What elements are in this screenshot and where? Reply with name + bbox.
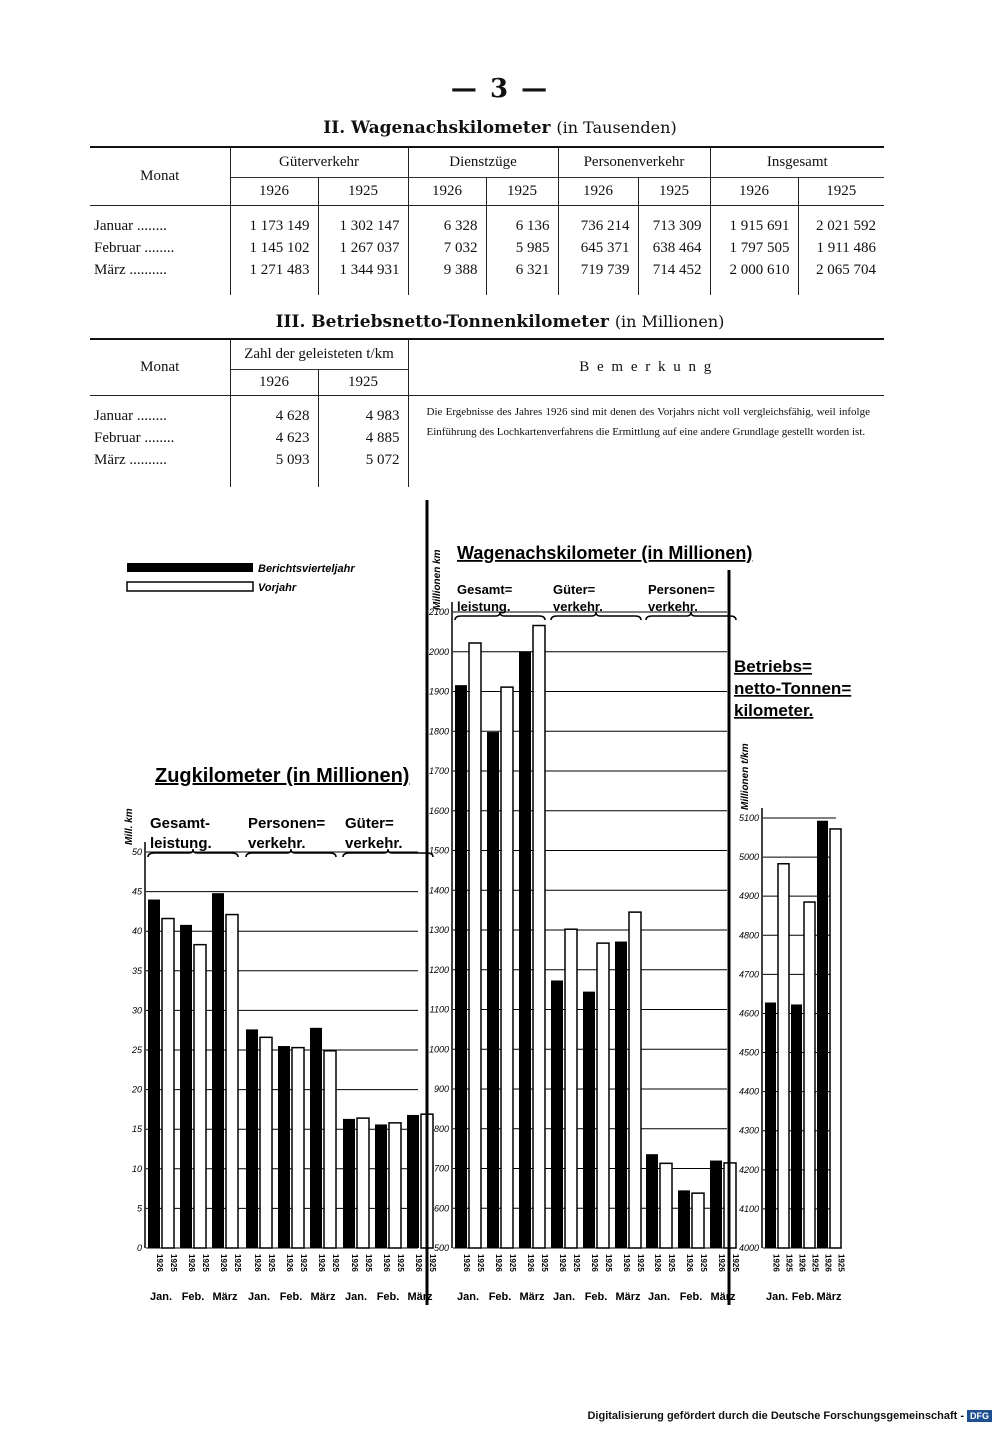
row-month: März .......... (94, 261, 167, 278)
y-tick-label: 1700 (428, 766, 449, 776)
bar-year-label: 1926 (155, 1254, 164, 1272)
group-caption-line: leistung. (150, 835, 212, 852)
table3-count-header: Zahl der geleisteten t/km (230, 339, 408, 369)
month-label: Feb. (584, 1291, 608, 1303)
bar-1926 (678, 1190, 690, 1248)
month-label: Feb. (181, 1291, 205, 1303)
y-tick-label: 1100 (429, 1004, 449, 1015)
y-tick-label: 700 (433, 1163, 449, 1174)
y-tick-label: 1000 (428, 1044, 449, 1055)
y-tick-label: 4900 (738, 891, 759, 902)
month-label: März (407, 1291, 433, 1303)
year-header: 1925 (318, 369, 408, 395)
y-tick-label: 40 (131, 926, 142, 937)
y-tick-label: 1900 (428, 686, 449, 697)
bar-1925 (692, 1193, 704, 1248)
y-tick-label: 4600 (738, 1008, 759, 1019)
cell: 736 214 (558, 215, 638, 237)
month-label: März (710, 1291, 736, 1303)
bar-1926 (180, 925, 192, 1248)
bar-1926 (551, 980, 563, 1248)
bar-1925 (804, 902, 815, 1248)
year-header: 1925 (486, 177, 558, 205)
table3-remark: Die Ergebnisse des Jahres 1926 sind mit denen des Vorjahrs nicht voll vergleichsfähig, weil infolge Einführung des Lochkartenverfahrens die Ermittlung auf eine andere Grundlage gestellt worden ist. (408, 395, 884, 487)
y-tick-label: 600 (433, 1203, 449, 1214)
table3-month-header: Monat (90, 339, 230, 395)
bar-1926 (246, 1029, 258, 1248)
group-caption-line: Güter= (345, 815, 394, 832)
bar-1925 (565, 929, 577, 1248)
axis-unit-label: Millionen km (432, 549, 443, 610)
cell: 4 623 (230, 427, 318, 449)
cell: 2 065 704 (798, 259, 884, 281)
month-label: März (310, 1291, 336, 1303)
axis-unit-label: Millionen t/km (740, 743, 751, 810)
cell: 7 032 (408, 237, 486, 259)
y-tick-label: 4300 (738, 1125, 759, 1136)
cell: 4 983 (318, 405, 408, 427)
y-tick-label: 900 (433, 1084, 449, 1094)
bar-year-label: 1925 (699, 1254, 708, 1272)
y-tick-label: 4800 (738, 930, 759, 941)
bar-1925 (324, 1051, 336, 1248)
chart-title-line: netto-Tonnen= (734, 679, 852, 698)
month-label: März (519, 1291, 545, 1303)
month-label: Feb. (679, 1291, 703, 1303)
month-label: Jan. (247, 1291, 271, 1303)
bar-year-label: 1925 (331, 1254, 340, 1272)
cell: 1 267 037 (318, 237, 408, 259)
cell: 1 271 483 (230, 259, 318, 281)
year-header: 1926 (710, 177, 798, 205)
bar-1925 (469, 643, 481, 1248)
bar-year-label: 1926 (187, 1254, 196, 1272)
chart-title: Wagenachskilometer (in Millionen) (457, 543, 753, 563)
bar-1926 (583, 992, 595, 1248)
cell: 719 739 (558, 259, 638, 281)
row-month: Januar ........ (94, 217, 167, 234)
bar-year-label: 1926 (622, 1254, 631, 1272)
bar-1926 (519, 651, 531, 1248)
bar-1925 (194, 945, 206, 1248)
y-tick-label: 25 (131, 1045, 142, 1055)
y-tick-label: 50 (131, 847, 142, 857)
cell: 6 136 (486, 215, 558, 237)
year-header: 1925 (798, 177, 884, 205)
y-tick-label: 10 (131, 1163, 142, 1174)
bar-1925 (660, 1163, 672, 1248)
month-label: März (816, 1291, 842, 1303)
group-caption-line: Gesamt- (150, 815, 211, 832)
group-caption-line: Gesamt= (457, 582, 513, 597)
y-tick-label: 500 (433, 1243, 449, 1253)
cell: 6 321 (486, 259, 558, 281)
dfg-logo-icon: DFG (967, 1410, 992, 1422)
bar-1926 (375, 1124, 387, 1248)
bar-year-label: 1925 (572, 1254, 581, 1272)
bar-1926 (212, 893, 224, 1248)
bar-year-label: 1926 (590, 1254, 599, 1272)
month-label: Jan. (765, 1291, 789, 1303)
y-tick-label: 4400 (738, 1086, 759, 1097)
month-label: Jan. (647, 1291, 671, 1303)
y-tick-label: 1400 (428, 885, 449, 896)
y-tick-label: 4200 (738, 1164, 759, 1175)
bar-1925 (830, 829, 841, 1248)
group-caption-line: verkehr. (553, 599, 603, 614)
table3-remark-header: B e m e r k u n g (408, 339, 884, 395)
bar-year-label: 1925 (784, 1254, 794, 1272)
y-tick-label: 2000 (428, 646, 449, 657)
y-tick-label: 45 (131, 886, 142, 897)
bar-year-label: 1926 (823, 1254, 833, 1272)
bar-1926 (710, 1161, 722, 1248)
bar-year-label: 1926 (526, 1254, 535, 1272)
group-caption-line: leistung. (457, 599, 511, 614)
bar-year-label: 1926 (317, 1254, 326, 1272)
y-tick-label: 0 (136, 1243, 142, 1253)
cell: 1 344 931 (318, 259, 408, 281)
month-label: März (212, 1291, 238, 1303)
month-label: Feb. (376, 1291, 400, 1303)
bar-year-label: 1925 (667, 1254, 676, 1272)
bar-year-label: 1925 (476, 1254, 485, 1272)
row-month: März .......... (94, 451, 167, 468)
cell: 6 328 (408, 215, 486, 237)
bar-1925 (597, 943, 609, 1248)
year-header: 1926 (230, 369, 318, 395)
legend-label-previous: Vorjahr (258, 582, 297, 594)
y-tick-label: 20 (131, 1084, 142, 1095)
row-month: Januar ........ (94, 407, 167, 424)
y-tick-label: 4100 (738, 1203, 759, 1214)
cell: 5 985 (486, 237, 558, 259)
cell: 1 173 149 (230, 215, 318, 237)
table2-month-header: Monat (90, 147, 230, 205)
table2-title-text: II. Wagenachskilometer (323, 118, 551, 138)
cell: 5 093 (230, 449, 318, 471)
bar-1925 (162, 919, 174, 1248)
bar-1926 (310, 1028, 322, 1248)
bar-year-label: 1925 (508, 1254, 517, 1272)
chart-title: Zugkilometer (in Millionen) (155, 765, 410, 787)
table2-subtitle: (in Tausenden) (556, 118, 677, 137)
y-tick-label: 5100 (738, 813, 759, 823)
cell: 1 145 102 (230, 237, 318, 259)
bar-1925 (357, 1118, 369, 1248)
month-label: Jan. (552, 1291, 576, 1303)
cell: 645 371 (558, 237, 638, 259)
y-tick-label: 5 (136, 1203, 142, 1214)
cell: 1 915 691 (710, 215, 798, 237)
cell: 714 452 (638, 259, 710, 281)
year-header: 1925 (318, 177, 408, 205)
cell: 638 464 (638, 237, 710, 259)
bar-1925 (778, 864, 789, 1248)
table2-group-header: Dienstzüge (408, 147, 558, 177)
bar-1926 (278, 1046, 290, 1248)
bar-1925 (260, 1037, 272, 1248)
group-caption-line: verkehr. (345, 835, 403, 852)
y-tick-label: 4700 (738, 969, 759, 980)
y-tick-label: 35 (131, 965, 142, 976)
year-header: 1925 (638, 177, 710, 205)
month-label: Feb. (791, 1291, 815, 1303)
month-label: Feb. (488, 1291, 512, 1303)
legend-label-current: Berichtsvierteljahr (258, 563, 355, 575)
bar-1925 (292, 1048, 304, 1248)
bar-year-label: 1925 (396, 1254, 405, 1272)
chart-title-line: kilometer. (734, 701, 814, 720)
bar-year-label: 1926 (494, 1254, 503, 1272)
footer (587, 1410, 992, 1422)
table2-group-header: Güterverkehr (230, 147, 408, 177)
page-number: — 3 — (450, 74, 550, 104)
month-label: Feb. (279, 1291, 303, 1303)
footer-text: Digitalisierung gefördert durch die Deutsche Forschungsgemeinschaft - (587, 1410, 964, 1422)
group-caption-line: verkehr. (248, 835, 306, 852)
bar-1925 (389, 1123, 401, 1248)
group-caption-line: Personen= (648, 582, 715, 597)
row-month: Februar ........ (94, 429, 175, 446)
bar-year-label: 1925 (233, 1254, 242, 1272)
month-label: Jan. (456, 1291, 480, 1303)
bar-year-label: 1925 (540, 1254, 549, 1272)
cell: 1 797 505 (710, 237, 798, 259)
bar-year-label: 1925 (299, 1254, 308, 1272)
bar-1926 (791, 1004, 802, 1248)
y-tick-label: 30 (131, 1005, 142, 1016)
cell: 2 000 610 (710, 259, 798, 281)
group-caption-line: Güter= (553, 582, 596, 597)
cell: 4 628 (230, 405, 318, 427)
bar-1926 (765, 1003, 776, 1248)
cell: 5 072 (318, 449, 408, 471)
bar-year-label: 1926 (219, 1254, 228, 1272)
table3-subtitle: (in Millionen) (614, 312, 725, 331)
bar-1926 (455, 685, 467, 1248)
group-caption-line: verkehr. (648, 599, 698, 614)
bar-year-label: 1925 (364, 1254, 373, 1272)
bar-year-label: 1926 (717, 1254, 726, 1272)
y-tick-label: 1300 (428, 925, 449, 935)
bar-year-label: 1925 (428, 1254, 437, 1272)
bar-year-label: 1926 (797, 1254, 807, 1272)
cell: 1 911 486 (798, 237, 884, 259)
legend-swatch-current (127, 563, 253, 572)
bar-year-label: 1925 (836, 1254, 846, 1272)
y-tick-label: 4000 (738, 1243, 759, 1253)
month-label: März (615, 1291, 641, 1303)
bar-year-label: 1925 (810, 1254, 820, 1272)
table2-group-header: Insgesamt (710, 147, 884, 177)
y-tick-label: 4500 (738, 1047, 759, 1058)
bar-year-label: 1926 (462, 1254, 471, 1272)
cell: 1 302 147 (318, 215, 408, 237)
cell: 9 388 (408, 259, 486, 281)
legend-swatch-previous (127, 582, 253, 591)
year-header: 1926 (558, 177, 638, 205)
bar-year-label: 1926 (558, 1254, 567, 1272)
y-tick-label: 800 (433, 1123, 449, 1134)
bar-1925 (226, 915, 238, 1248)
month-label: Jan. (344, 1291, 368, 1303)
bar-year-label: 1926 (350, 1254, 359, 1272)
month-label: Jan. (149, 1291, 173, 1303)
bar-1926 (817, 821, 828, 1248)
bar-1926 (148, 900, 160, 1248)
y-tick-label: 15 (131, 1124, 142, 1135)
bar-year-label: 1925 (201, 1254, 210, 1272)
bar-year-label: 1926 (653, 1254, 662, 1272)
bar-1925 (533, 626, 545, 1248)
table3-title-text: III. Betriebsnetto-Tonnenkilometer (275, 312, 609, 332)
bar-1926 (343, 1119, 355, 1248)
bar-1926 (487, 732, 499, 1248)
bar-year-label: 1926 (285, 1254, 294, 1272)
bar-year-label: 1925 (267, 1254, 276, 1272)
bar-year-label: 1926 (253, 1254, 262, 1272)
bar-year-label: 1926 (414, 1254, 423, 1272)
y-tick-label: 1600 (428, 805, 449, 816)
bar-year-label: 1926 (771, 1254, 781, 1272)
bar-1926 (646, 1154, 658, 1248)
year-header: 1926 (230, 177, 318, 205)
bar-1926 (407, 1115, 419, 1248)
table2-group-header: Personenverkehr (558, 147, 710, 177)
y-tick-label: 1200 (428, 964, 449, 975)
bar-1925 (629, 912, 641, 1248)
year-header: 1926 (408, 177, 486, 205)
bar-year-label: 1925 (169, 1254, 178, 1272)
cell: 713 309 (638, 215, 710, 237)
bar-year-label: 1926 (382, 1254, 391, 1272)
y-tick-label: 1500 (428, 845, 449, 856)
bar-year-label: 1925 (731, 1254, 740, 1272)
bar-year-label: 1925 (604, 1254, 613, 1272)
y-tick-label: 5000 (738, 852, 759, 863)
axis-unit-label: Mill. km (124, 808, 135, 845)
bar-1925 (501, 687, 513, 1248)
bar-1926 (615, 942, 627, 1248)
group-caption-line: Personen= (248, 815, 326, 832)
row-month: Februar ........ (94, 239, 175, 256)
cell: 4 885 (318, 427, 408, 449)
bar-year-label: 1925 (636, 1254, 645, 1272)
cell: 2 021 592 (798, 215, 884, 237)
chart-title-line: Betriebs= (734, 657, 812, 676)
y-tick-label: 2100 (428, 607, 449, 617)
bar-year-label: 1926 (685, 1254, 694, 1272)
y-tick-label: 1800 (428, 726, 449, 737)
